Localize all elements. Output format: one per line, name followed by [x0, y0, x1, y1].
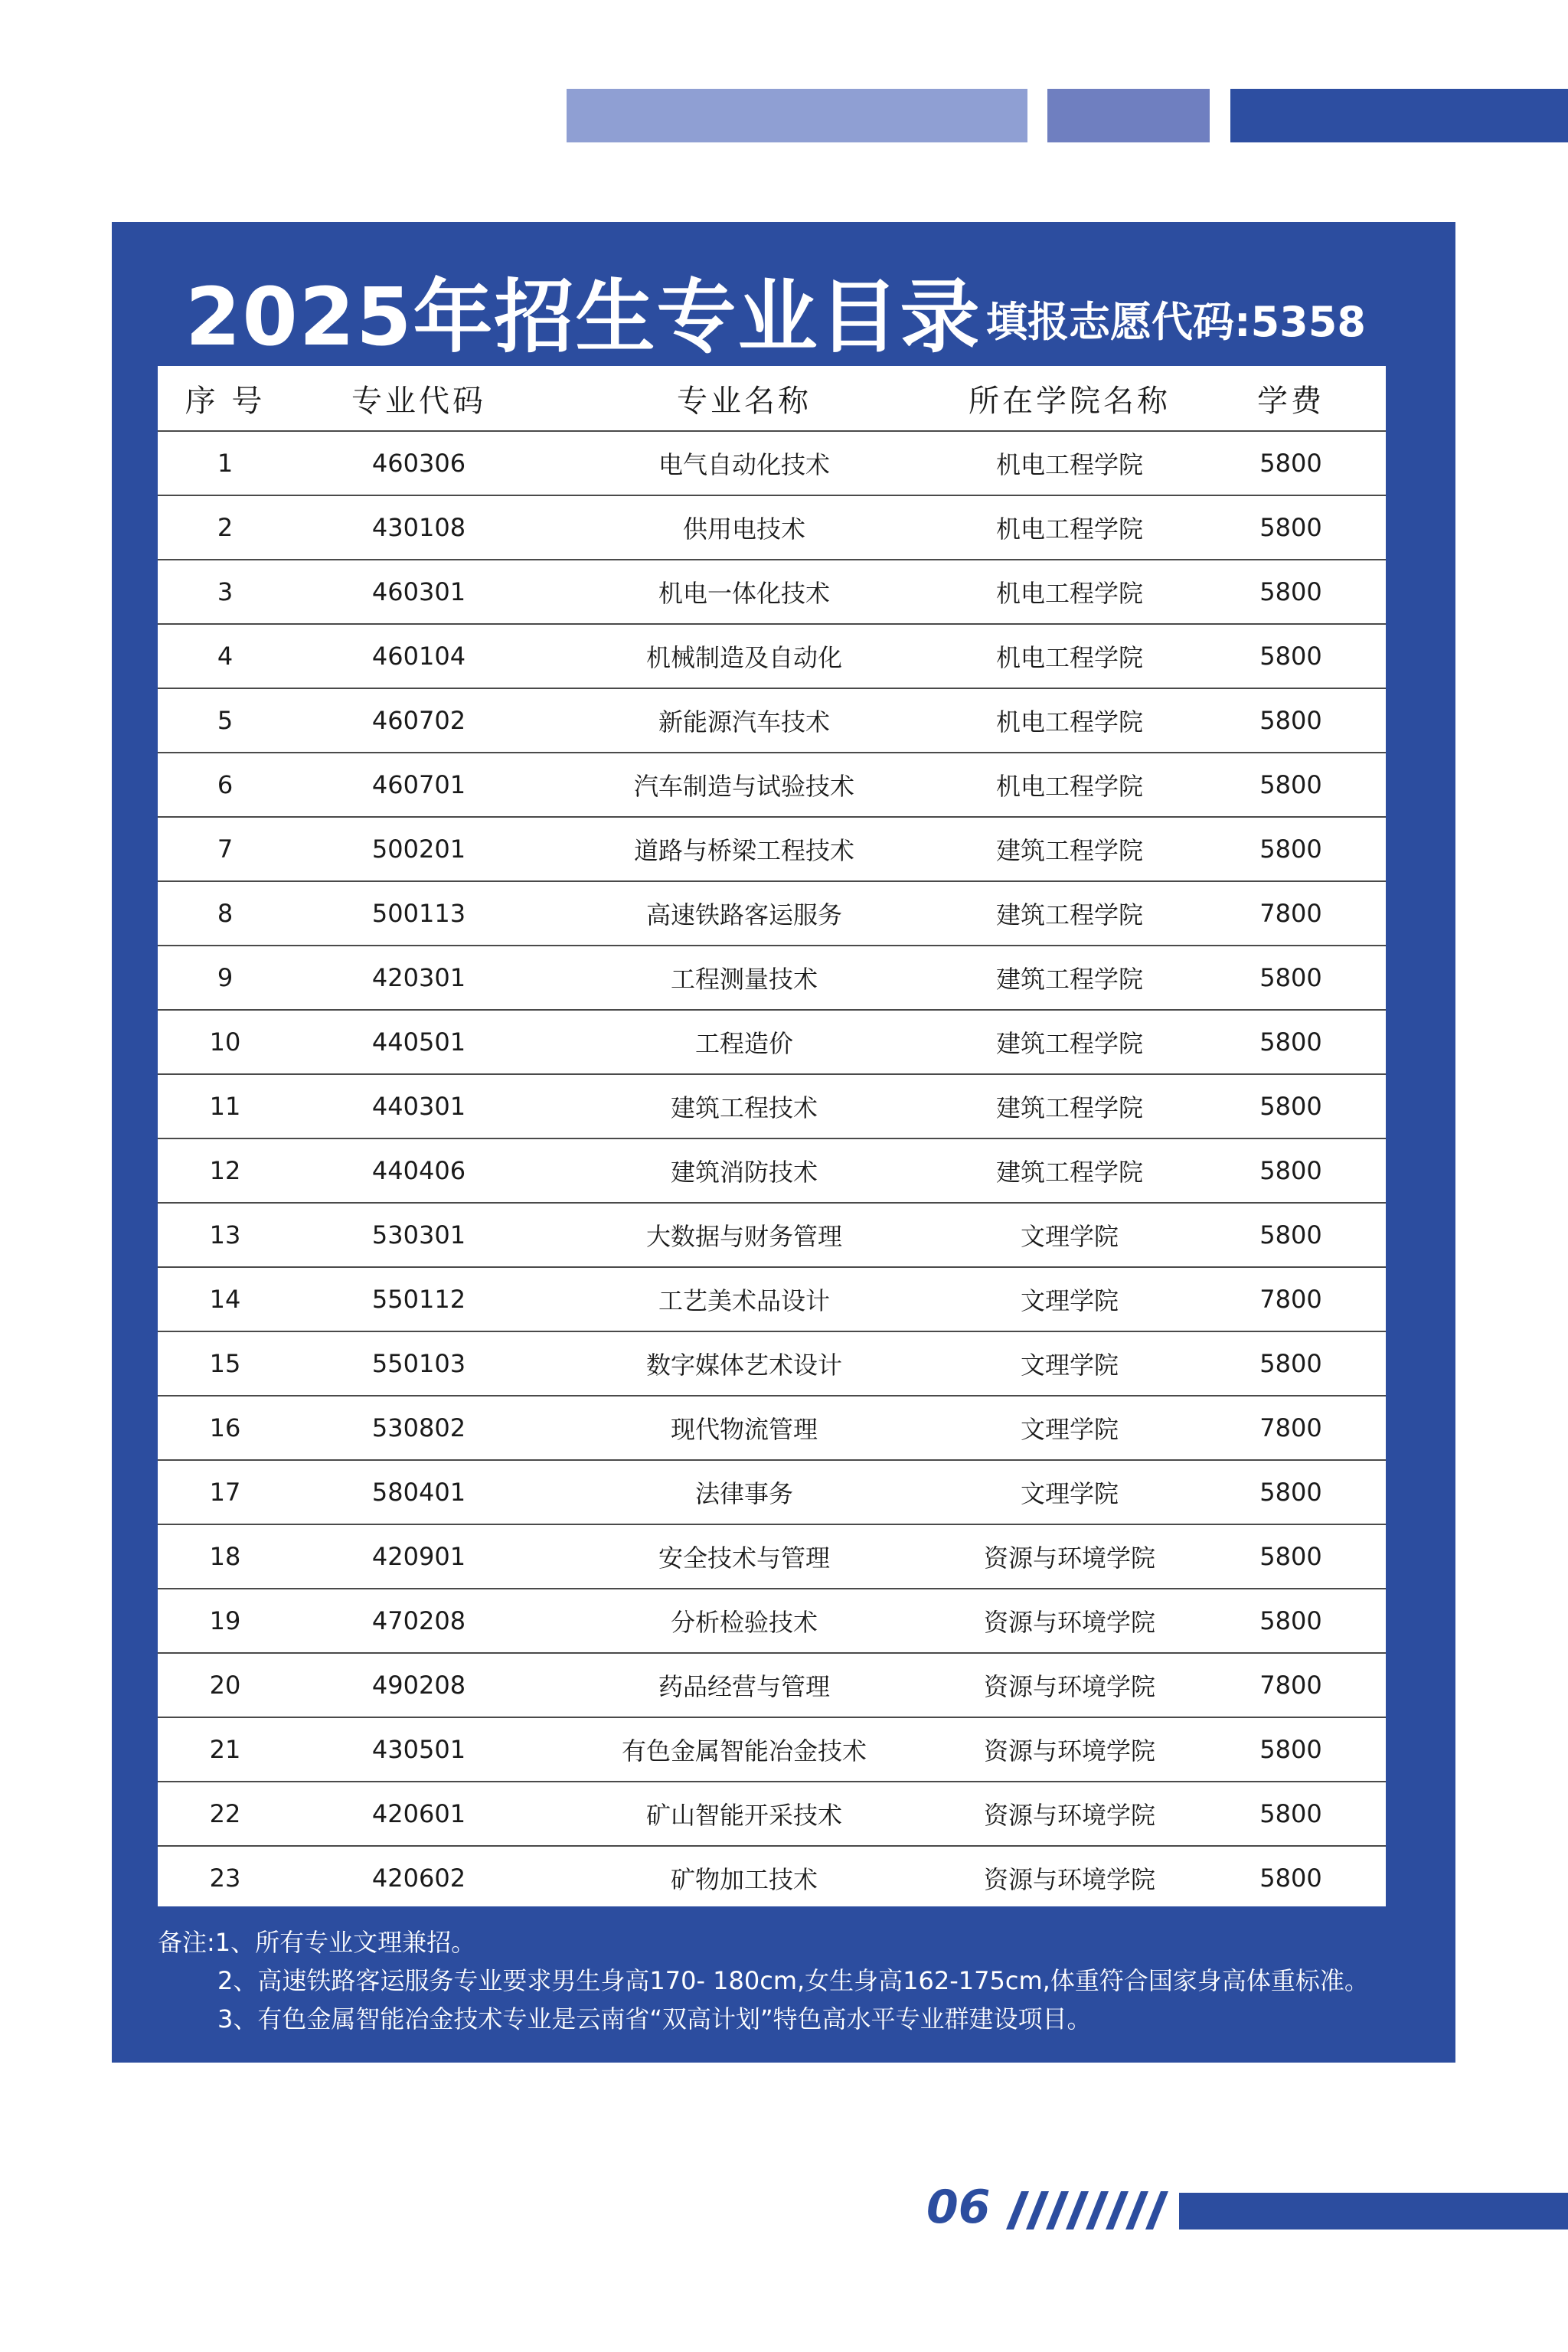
- table-row: [158, 1203, 1386, 1267]
- table-body: [158, 431, 1386, 1909]
- notes: [158, 1923, 1369, 2038]
- major-name: 电气自动化技术: [545, 431, 943, 495]
- major-code: 460301: [292, 560, 545, 624]
- tuition: 5800: [1196, 1010, 1386, 1074]
- row-index: 3: [158, 560, 292, 624]
- row-index: 22: [158, 1782, 292, 1846]
- table-row: [158, 560, 1386, 624]
- tuition: 5800: [1196, 1717, 1386, 1782]
- tuition: 5800: [1196, 1138, 1386, 1203]
- college-name: 建筑工程学院: [943, 1074, 1196, 1138]
- college-name: 机电工程学院: [943, 688, 1196, 753]
- table-row: [158, 753, 1386, 817]
- college-name: 文理学院: [943, 1203, 1196, 1267]
- tuition: 5800: [1196, 1782, 1386, 1846]
- table-row: [158, 431, 1386, 495]
- tuition: 5800: [1196, 560, 1386, 624]
- table-row: [158, 495, 1386, 560]
- college-name: 文理学院: [943, 1396, 1196, 1460]
- tuition: 5800: [1196, 688, 1386, 753]
- college-name: 机电工程学院: [943, 431, 1196, 495]
- page-number: 06: [926, 2180, 991, 2234]
- row-index: 17: [158, 1460, 292, 1524]
- application-code: 填报志愿代码:5358: [986, 298, 1366, 346]
- major-name: 工程测量技术: [545, 946, 943, 1010]
- college-name: 文理学院: [943, 1267, 1196, 1331]
- major-name: 机械制造及自动化: [545, 624, 943, 688]
- major-name: 法律事务: [545, 1460, 943, 1524]
- major-name: 汽车制造与试验技术: [545, 753, 943, 817]
- tuition: 5800: [1196, 1460, 1386, 1524]
- row-index: 5: [158, 688, 292, 753]
- major-code: 490208: [292, 1653, 545, 1717]
- major-code: 580401: [292, 1460, 545, 1524]
- note-line: 3、有色金属智能冶金技术专业是云南省“双高计划”特色高水平专业群建设项目。: [217, 2004, 1092, 2034]
- college-name: 机电工程学院: [943, 495, 1196, 560]
- table-row: [158, 1653, 1386, 1717]
- major-name: 分析检验技术: [545, 1589, 943, 1653]
- tuition: 5800: [1196, 1203, 1386, 1267]
- major-code: 440301: [292, 1074, 545, 1138]
- slash-stripes-icon: [995, 2191, 1179, 2230]
- tuition: 5800: [1196, 1331, 1386, 1396]
- row-index: 23: [209, 1864, 241, 1893]
- tuition: 5800: [1196, 1074, 1386, 1138]
- college-name: 建筑工程学院: [943, 1010, 1196, 1074]
- table-row: [158, 1846, 1386, 1909]
- major-code: 500113: [292, 881, 545, 946]
- tuition: 5800: [1196, 1589, 1386, 1653]
- college-name: 资源与环境学院: [943, 1589, 1196, 1653]
- college-name: 机电工程学院: [943, 753, 1196, 817]
- college-name: 机电工程学院: [943, 560, 1196, 624]
- college-name: 资源与环境学院: [983, 1865, 1155, 1894]
- table-row: [158, 946, 1386, 1010]
- major-code: 420602: [371, 1864, 466, 1893]
- tuition: 7800: [1196, 881, 1386, 946]
- table-row: [158, 817, 1386, 881]
- row-index: 19: [158, 1589, 292, 1653]
- note-line: 2、高速铁路客运服务专业要求男生身高170- 180cm,女生身高162-175cm,体重符合国家身高体重标准。: [217, 1966, 1369, 1995]
- college-name: 建筑工程学院: [943, 1138, 1196, 1203]
- major-code: 440406: [292, 1138, 545, 1203]
- row-index: 13: [158, 1203, 292, 1267]
- major-name: 工程造价: [545, 1010, 943, 1074]
- major-code: 420901: [292, 1524, 545, 1589]
- table-row: [158, 1396, 1386, 1460]
- major-name: 数字媒体艺术设计: [545, 1331, 943, 1396]
- table-row: [158, 1717, 1386, 1782]
- college-name: 资源与环境学院: [943, 1524, 1196, 1589]
- college-name: 文理学院: [943, 1331, 1196, 1396]
- major-code: 460104: [292, 624, 545, 688]
- majors-table: [158, 366, 1386, 1909]
- tuition: 5800: [1196, 431, 1386, 495]
- major-name: 药品经营与管理: [545, 1653, 943, 1717]
- college-name: 建筑工程学院: [943, 946, 1196, 1010]
- table-row: [158, 1782, 1386, 1846]
- major-name: 有色金属智能冶金技术: [545, 1717, 943, 1782]
- footer-bar: [1179, 2193, 1568, 2230]
- major-code: 440501: [292, 1010, 545, 1074]
- header-major-name: 专业名称: [545, 366, 943, 431]
- header-tuition: 学费: [1196, 366, 1386, 431]
- row-index: 2: [158, 495, 292, 560]
- table-row: [158, 1331, 1386, 1396]
- major-name: 机电一体化技术: [545, 560, 943, 624]
- major-code: 500201: [292, 817, 545, 881]
- row-index: 21: [158, 1717, 292, 1782]
- major-name: 道路与桥梁工程技术: [545, 817, 943, 881]
- college-name: 资源与环境学院: [943, 1653, 1196, 1717]
- major-name: 安全技术与管理: [545, 1524, 943, 1589]
- decor-bar-dark: [1230, 89, 1568, 142]
- row-index: 4: [158, 624, 292, 688]
- table-row: [158, 1524, 1386, 1589]
- major-name: 现代物流管理: [545, 1396, 943, 1460]
- page-title: 2025年招生专业目录: [185, 270, 982, 364]
- row-index: 12: [158, 1138, 292, 1203]
- major-name: 工艺美术品设计: [545, 1267, 943, 1331]
- tuition: 5800: [1196, 1524, 1386, 1589]
- tuition: 5800: [1196, 946, 1386, 1010]
- college-name: 建筑工程学院: [943, 817, 1196, 881]
- table-header-row: [158, 366, 1386, 431]
- header-college: 所在学院名称: [943, 366, 1196, 431]
- college-name: 资源与环境学院: [943, 1782, 1196, 1846]
- tuition: 5800: [1196, 753, 1386, 817]
- row-index: 6: [158, 753, 292, 817]
- major-name: 建筑消防技术: [545, 1138, 943, 1203]
- row-index: 10: [158, 1010, 292, 1074]
- row-index: 18: [158, 1524, 292, 1589]
- major-name: 供用电技术: [545, 495, 943, 560]
- header-index: 序 号: [158, 366, 292, 431]
- tuition: 7800: [1196, 1267, 1386, 1331]
- major-code: 530802: [292, 1396, 545, 1460]
- tuition: 7800: [1196, 1653, 1386, 1717]
- college-name: 机电工程学院: [943, 624, 1196, 688]
- college-name: 文理学院: [943, 1460, 1196, 1524]
- college-name: 资源与环境学院: [943, 1717, 1196, 1782]
- major-code: 430501: [292, 1717, 545, 1782]
- table-row: [158, 1010, 1386, 1074]
- note-line: 备注:1、所有专业文理兼招。: [158, 1928, 476, 1957]
- major-code: 460702: [292, 688, 545, 753]
- major-code: 530301: [292, 1203, 545, 1267]
- major-code: 420301: [292, 946, 545, 1010]
- major-code: 420601: [292, 1782, 545, 1846]
- tuition: 5800: [1259, 1864, 1322, 1893]
- major-code: 550103: [292, 1331, 545, 1396]
- major-name: 矿物加工技术: [670, 1865, 818, 1894]
- catalog-panel: [112, 222, 1455, 2063]
- major-code: 460701: [292, 753, 545, 817]
- table-row: [158, 1589, 1386, 1653]
- tuition: 5800: [1196, 817, 1386, 881]
- major-code: 550112: [292, 1267, 545, 1331]
- decor-bar-light: [567, 89, 1027, 142]
- major-name: 大数据与财务管理: [545, 1203, 943, 1267]
- row-index: 16: [158, 1396, 292, 1460]
- table-row: [158, 881, 1386, 946]
- row-index: 15: [158, 1331, 292, 1396]
- tuition: 5800: [1196, 624, 1386, 688]
- major-code: 430108: [292, 495, 545, 560]
- major-name: 高速铁路客运服务: [545, 881, 943, 946]
- row-index: 20: [158, 1653, 292, 1717]
- college-name: 建筑工程学院: [943, 881, 1196, 946]
- major-code: 470208: [292, 1589, 545, 1653]
- major-code: 460306: [292, 431, 545, 495]
- row-index: 1: [158, 431, 292, 495]
- major-name: 建筑工程技术: [545, 1074, 943, 1138]
- row-index: 14: [158, 1267, 292, 1331]
- tuition: 7800: [1196, 1396, 1386, 1460]
- row-index: 11: [158, 1074, 292, 1138]
- major-name: 矿山智能开采技术: [545, 1782, 943, 1846]
- table-row: [158, 624, 1386, 688]
- table-row: [158, 688, 1386, 753]
- row-index: 7: [158, 817, 292, 881]
- table-row: [158, 1460, 1386, 1524]
- table-row: [158, 1267, 1386, 1331]
- major-name: 新能源汽车技术: [545, 688, 943, 753]
- table-row: [158, 1138, 1386, 1203]
- row-index: 9: [158, 946, 292, 1010]
- header-major-code: 专业代码: [292, 366, 545, 431]
- majors-table-container: [158, 366, 1386, 1906]
- decor-bar-mid: [1047, 89, 1210, 142]
- table-row: [158, 1074, 1386, 1138]
- tuition: 5800: [1196, 495, 1386, 560]
- row-index: 8: [158, 881, 292, 946]
